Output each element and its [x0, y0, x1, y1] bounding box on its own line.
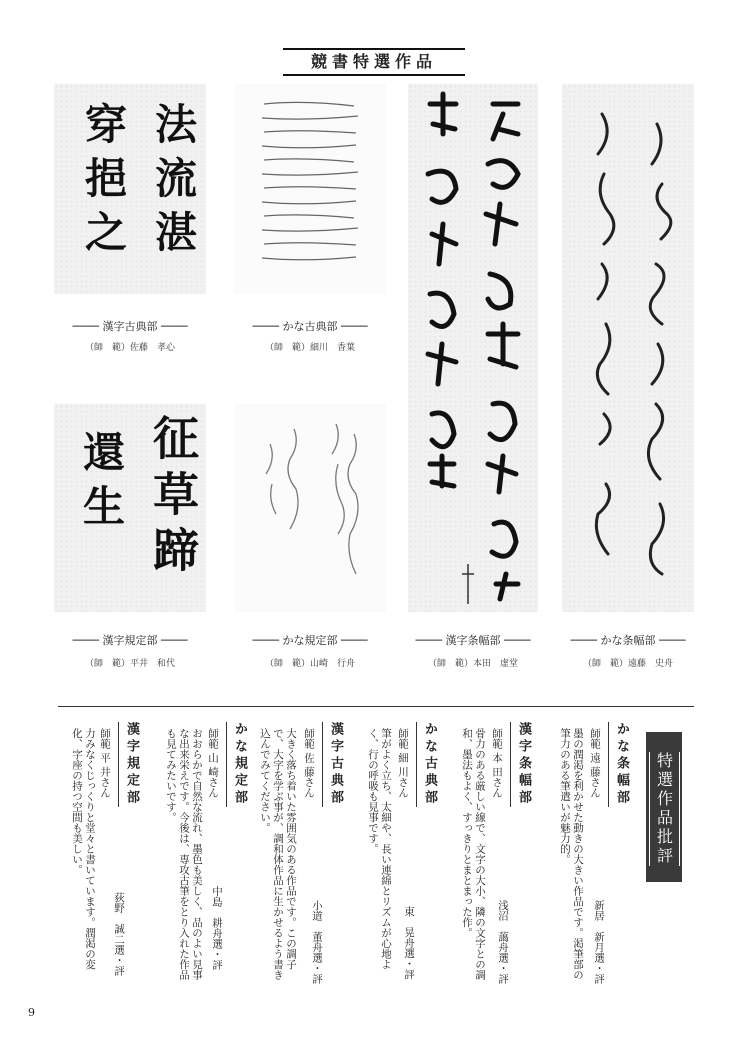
critique-heading: 漢字古典部 — [322, 722, 345, 807]
section-divider — [58, 706, 694, 707]
kana-script-drawing — [234, 84, 386, 294]
critique-teacher: 師範 遠 藤さん — [589, 728, 601, 798]
critique-judge: 東 晃舟選・評 — [403, 906, 415, 980]
artwork-kana-kitei — [234, 404, 386, 612]
critique-judge: 荻野 誠二選・評 — [113, 892, 125, 976]
teacher-kanji-kitei: （師 範）平井 和代 — [84, 659, 175, 669]
artwork-kana-jofuku — [562, 84, 694, 612]
critique-teacher: 師範 平 井さん — [99, 728, 111, 798]
page-number: 9 — [28, 1006, 35, 1019]
critique-text: 筆がよく立ち、太細や、長い連綿とリズムが心地よく、行の呼吸も見事です。 — [367, 728, 392, 970]
caption-kana-jofuku: ──── かな条幅部 ──── — [570, 634, 686, 647]
critique-badge: 特選作品批評 — [646, 732, 682, 882]
critique-text: 骨力のある厳しい線で、文字の大小、隣の文字との調和、墨法もよく、すっきりとまとまった作。 — [461, 728, 486, 980]
critique-judge: 小道 董舟選・評 — [311, 900, 323, 984]
kana-script-drawing — [234, 404, 386, 612]
critique-teacher: 師範 細 川さん — [397, 728, 409, 798]
teacher-kanji-jofuku: （師 範）本田 虚堂 — [427, 659, 518, 669]
artwork-kanji-jofuku — [408, 84, 538, 612]
caption-kanji-koten: ──── 漢字古典部 ──── — [72, 320, 188, 333]
critique-heading: 漢字規定部 — [118, 722, 141, 807]
critique-judge: 浅沼 藹舟選・評 — [497, 900, 509, 984]
caption-kana-kitei: ──── かな規定部 ──── — [252, 634, 368, 647]
critique-heading: かな条幅部 — [608, 722, 631, 807]
artwork-kanji-kitei — [54, 404, 206, 612]
critique-text: 大きく落ち着いた雰囲気のある作品です。この調子で、大字を学ぶ事が、調和体作品に生かせるよう書き込んでみてください。 — [259, 728, 297, 980]
critique-text: 墨の潤渇を利かせた動きの大きい作品です。渇筆部の筆力のある筆遣いが魅力的。 — [559, 728, 584, 980]
critique-teacher: 師範 山 崎さん — [207, 728, 219, 798]
caption-kanji-kitei: ──── 漢字規定部 ──── — [72, 634, 188, 647]
critique-heading: かな古典部 — [416, 722, 439, 807]
calligraphy-column: 法流湛 — [149, 102, 198, 264]
page-title: 競書特選作品 — [283, 48, 465, 76]
artwork-kana-koten — [234, 84, 386, 294]
teacher-kana-koten: （師 範）細川 香葉 — [264, 343, 355, 353]
critique-text: おおらかで自然な流れ、墨色も美しく、品のよい見事な出来栄えです。今後は、専攻古筆をとり入れた作品も見てみたいです。 — [165, 728, 203, 980]
critique-text: 力みなくじっくりと堂々と書いています。潤渇の変化、字座の持つ空間も美しい。 — [71, 728, 96, 970]
critique-heading: 漢字条幅部 — [510, 722, 533, 807]
critique-teacher: 師範 佐 藤さん — [303, 728, 315, 798]
calligraphy-column: 征草蹄 — [146, 414, 200, 582]
caption-kana-koten: ──── かな古典部 ──── — [252, 320, 368, 333]
caption-kanji-jofuku: ──── 漢字条幅部 ──── — [415, 634, 531, 647]
kanji-scroll-drawing — [408, 84, 538, 612]
teacher-kana-jofuku: （師 範）遠藤 史舟 — [582, 659, 673, 669]
critique-judge: 新居 新月選・評 — [593, 900, 605, 984]
artwork-kanji-koten — [54, 84, 206, 294]
calligraphy-column: 還生 — [77, 430, 126, 538]
critique-heading: かな規定部 — [226, 722, 249, 807]
critique-teacher: 師範 本 田さん — [491, 728, 503, 798]
calligraphy-column: 穿挹之 — [79, 102, 128, 264]
teacher-kanji-koten: （師 範）佐藤 孝心 — [84, 343, 175, 353]
critique-judge: 中島 耕舟選・評 — [211, 886, 223, 970]
kana-scroll-drawing — [562, 84, 694, 612]
teacher-kana-kitei: （師 範）山崎 行舟 — [264, 659, 355, 669]
